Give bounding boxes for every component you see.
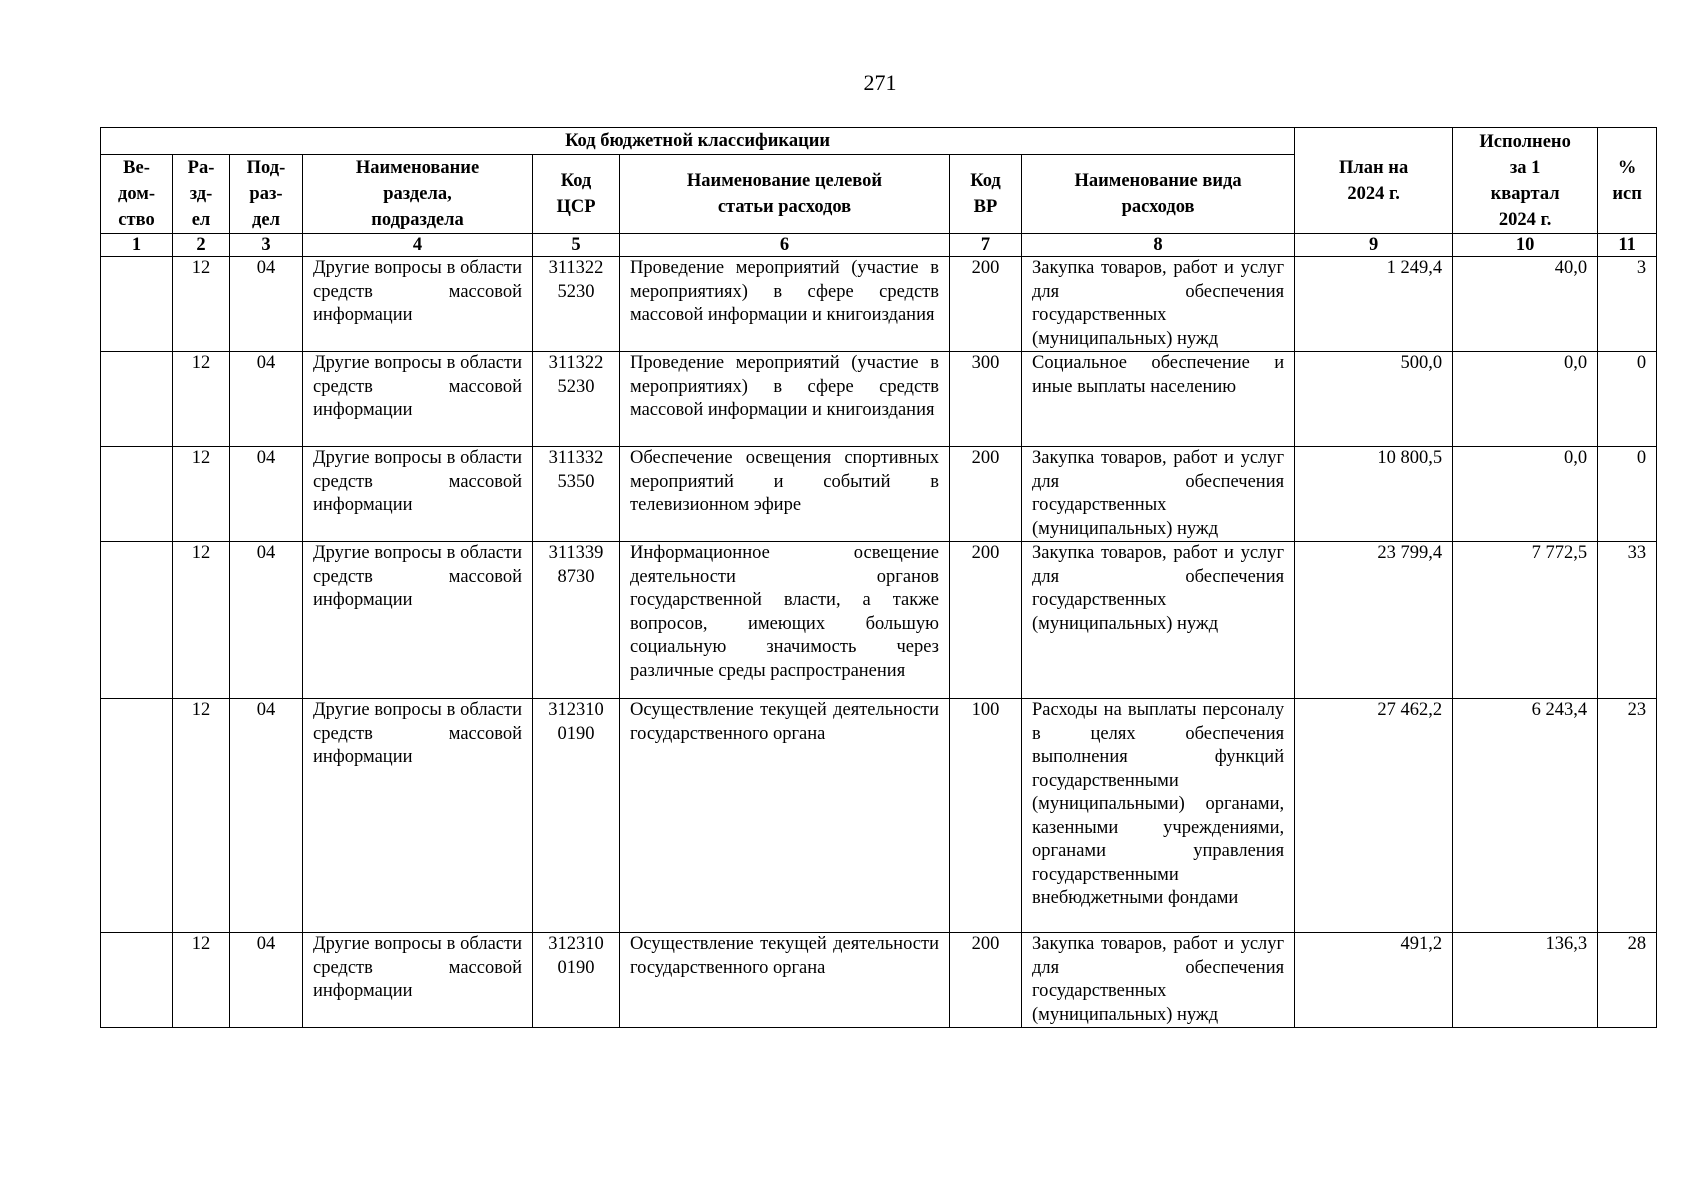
cell-csr: 311332 5350 [533,447,620,542]
page-number: 271 [863,70,897,95]
cell-podrazdel: 04 [230,447,303,542]
header-col-1: Ве- дом- ство [101,155,173,234]
table-row [101,257,1657,352]
cell-csr: 311339 8730 [533,542,620,699]
header-col-2: Ра- зд- ел [173,155,230,234]
cell-percent: 33 [1598,542,1657,699]
cell-plan: 10 800,5 [1295,447,1453,542]
cell-csr: 312310 0190 [533,933,620,1028]
cell-razdel: 12 [173,542,230,699]
col-number: 2 [173,234,230,257]
cell-plan: 491,2 [1295,933,1453,1028]
cell-plan: 500,0 [1295,352,1453,447]
cell-expense-type: Закупка товаров, работ и услуг для обеспечения государственных (муниципальных) нужд [1022,542,1295,699]
cell-vr: 200 [950,257,1022,352]
cell-section-name: Другие вопросы в области средств массовой информации [303,447,533,542]
cell-vr: 200 [950,447,1022,542]
cell-podrazdel: 04 [230,933,303,1028]
cell-executed: 136,3 [1453,933,1598,1028]
cell-percent: 3 [1598,257,1657,352]
col-number: 4 [303,234,533,257]
cell-podrazdel: 04 [230,257,303,352]
col-number: 1 [101,234,173,257]
col-number: 3 [230,234,303,257]
cell-podrazdel: 04 [230,352,303,447]
cell-expense-type: Расходы на выплаты персоналу в целях обеспечения выполнения функций государственными (муниципальными) органами, казенными учреждениями, органами управления государственными внебюджетными фондами [1022,699,1295,933]
header-number-row [101,234,1657,257]
header-col-5: Код ЦСР [533,155,620,234]
cell-percent: 28 [1598,933,1657,1028]
cell-executed: 40,0 [1453,257,1598,352]
cell-expense-type: Закупка товаров, работ и услуг для обеспечения государственных (муниципальных) нужд [1022,447,1295,542]
table-row [101,933,1657,1028]
cell-plan: 23 799,4 [1295,542,1453,699]
cell-percent: 0 [1598,447,1657,542]
col-number: 8 [1022,234,1295,257]
cell-vedomstvo [101,447,173,542]
cell-vr: 300 [950,352,1022,447]
header-col-7: Код ВР [950,155,1022,234]
header-col-4: Наименование раздела, подраздела [303,155,533,234]
col-number: 6 [620,234,950,257]
cell-razdel: 12 [173,933,230,1028]
cell-csr: 312310 0190 [533,699,620,933]
cell-percent: 23 [1598,699,1657,933]
cell-razdel: 12 [173,257,230,352]
col-number: 9 [1295,234,1453,257]
cell-article-name: Обеспечение освещения спортивных мероприятий и событий в телевизионном эфире [620,447,950,542]
header-col-9: План на 2024 г. [1295,128,1453,234]
cell-article-name: Проведение мероприятий (участие в мероприятиях) в сфере средств массовой информации и книгоиздания [620,257,950,352]
cell-razdel: 12 [173,699,230,933]
table-row [101,542,1657,699]
cell-executed: 7 772,5 [1453,542,1598,699]
cell-vedomstvo [101,257,173,352]
cell-section-name: Другие вопросы в области средств массовой информации [303,352,533,447]
cell-section-name: Другие вопросы в области средств массовой информации [303,933,533,1028]
cell-vedomstvo [101,542,173,699]
cell-expense-type: Закупка товаров, работ и услуг для обеспечения государственных (муниципальных) нужд [1022,933,1295,1028]
cell-vedomstvo [101,352,173,447]
cell-razdel: 12 [173,447,230,542]
col-number: 5 [533,234,620,257]
cell-razdel: 12 [173,352,230,447]
cell-executed: 0,0 [1453,352,1598,447]
table-row [101,447,1657,542]
cell-section-name: Другие вопросы в области средств массовой информации [303,542,533,699]
cell-csr: 311322 5230 [533,257,620,352]
cell-plan: 27 462,2 [1295,699,1453,933]
cell-section-name: Другие вопросы в области средств массовой информации [303,699,533,933]
cell-article-name: Проведение мероприятий (участие в мероприятиях) в сфере средств массовой информации и книгоиздания [620,352,950,447]
cell-csr: 311322 5230 [533,352,620,447]
header-group-row [101,128,1657,155]
col-number: 11 [1598,234,1657,257]
cell-vr: 200 [950,542,1022,699]
cell-article-name: Информационное освещение деятельности органов государственной власти, а также вопросов, имеющих большую социальную значимость через различные среды распространения [620,542,950,699]
budget-table [100,127,1657,1028]
header-col-6: Наименование целевой статьи расходов [620,155,950,234]
cell-expense-type: Закупка товаров, работ и услуг для обеспечения государственных (муниципальных) нужд [1022,257,1295,352]
header-col-11: % исп [1598,128,1657,234]
cell-expense-type: Социальное обеспечение и иные выплаты населению [1022,352,1295,447]
cell-executed: 6 243,4 [1453,699,1598,933]
header-col-8: Наименование вида расходов [1022,155,1295,234]
col-number: 7 [950,234,1022,257]
cell-article-name: Осуществление текущей деятельности государственного органа [620,699,950,933]
cell-vr: 100 [950,699,1022,933]
table-row [101,352,1657,447]
cell-vr: 200 [950,933,1022,1028]
cell-section-name: Другие вопросы в области средств массовой информации [303,257,533,352]
cell-percent: 0 [1598,352,1657,447]
cell-plan: 1 249,4 [1295,257,1453,352]
header-col-3: Под- раз- дел [230,155,303,234]
cell-article-name: Осуществление текущей деятельности государственного органа [620,933,950,1028]
table-row [101,699,1657,933]
col-number: 10 [1453,234,1598,257]
header-group: Код бюджетной классификации [101,128,1295,155]
cell-executed: 0,0 [1453,447,1598,542]
cell-vedomstvo [101,933,173,1028]
cell-vedomstvo [101,699,173,933]
header-col-10: Исполнено за 1 квартал 2024 г. [1453,128,1598,234]
cell-podrazdel: 04 [230,699,303,933]
cell-podrazdel: 04 [230,542,303,699]
